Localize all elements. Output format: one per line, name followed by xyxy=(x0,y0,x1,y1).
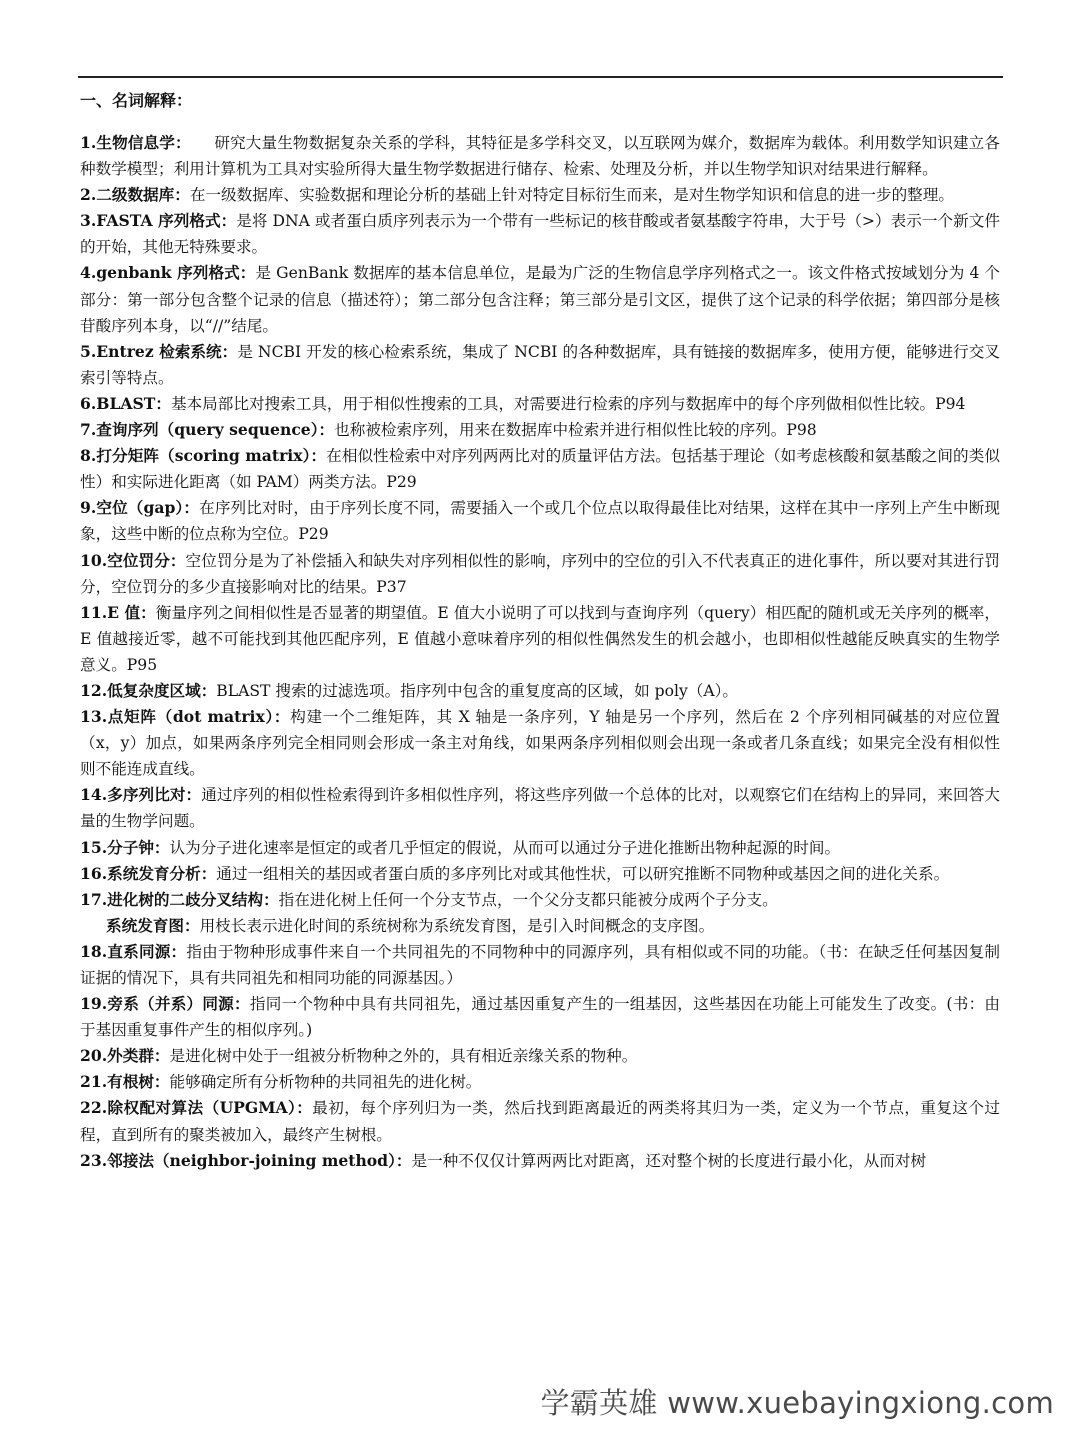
entry-term: 21.有根树： xyxy=(80,1072,170,1092)
glossary-entry xyxy=(80,495,1000,547)
entry-term: 8.打分矩阵（scoring matrix）： xyxy=(80,446,327,466)
glossary-entry xyxy=(80,339,1000,391)
entry-term: 5.Entrez 检索系统： xyxy=(80,341,238,361)
glossary-entry xyxy=(80,1148,1000,1174)
entry-definition: 指同一个物种中具有共同祖先，通过基因重复产生的一组基因，这些基因在功能上可能发生了改变。(书：由于基因重复事件产生的相似序列。) xyxy=(80,995,1000,1040)
entry-definition: 是一种不仅仅计算两两比对距离，还对整个树的长度进行最小化，从而对树 xyxy=(411,1151,927,1170)
glossary-entry xyxy=(80,1043,1000,1069)
entry-term: 22.除权配对算法（UPGMA）： xyxy=(80,1098,313,1118)
entry-definition: 认为分子进化速率是恒定的或者几乎恒定的假说，从而可以通过分子进化推断出物种起源的时间。 xyxy=(169,838,841,857)
entry-term: 系统发育图： xyxy=(106,915,200,935)
glossary-entry xyxy=(80,260,1000,338)
entry-definition: 也称被检索序列，用来在数据库中检索并进行相似性比较的序列。P98 xyxy=(334,421,817,440)
glossary-entry xyxy=(80,704,1000,782)
entry-definition: 通过序列的相似性检索得到许多相似性序列，将这些序列做一个总体的比对，以观察它们在结构上的异同，来回答大量的生物学问题。 xyxy=(80,786,1000,831)
section-heading: 一、名词解释： xyxy=(80,91,193,110)
entry-term: 23.邻接法（neighbor-joining method）： xyxy=(80,1150,412,1170)
entry-term: 6.BLAST： xyxy=(80,393,171,413)
glossary-entry xyxy=(80,391,1000,417)
watermark: 学霸英雄 www.xuebayingxiong.com xyxy=(540,1386,1054,1420)
glossary-list xyxy=(80,130,1000,1174)
entry-term: 20.外类群： xyxy=(80,1046,170,1066)
entry-definition: 在序列比对时，由于序列长度不同，需要插入一个或几个位点以取得最佳比对结果，这样在其中一序列上产生中断现象，这些中断的位点称为空位。P29 xyxy=(80,499,1000,544)
entry-term: 11.E 值： xyxy=(80,602,156,622)
glossary-entry xyxy=(80,417,1000,443)
entry-term: 10.空位罚分： xyxy=(80,550,186,570)
entry-definition: 通过一组相关的基因或者蛋白质的多序列比对或其他性状，可以研究推断不同物种或基因之间的进化关系。 xyxy=(216,864,950,883)
entry-definition: 是进化树中处于一组被分析物种之外的，具有相近亲缘关系的物种。 xyxy=(169,1047,638,1066)
entry-definition: 基本局部比对搜索工具，用于相似性搜索的工具，对需要进行检索的序列与数据库中的每个序列做相似性比较。P94 xyxy=(170,394,966,413)
entry-definition: 能够确定所有分析物种的共同祖先的进化树。 xyxy=(169,1073,482,1092)
top-rule xyxy=(78,76,1003,78)
glossary-entry xyxy=(80,208,1000,260)
entry-term: 9.空位（gap）： xyxy=(80,498,200,518)
entry-definition: BLAST 搜索的过滤选项。指序列中包含的重复度高的区域，如 poly（A）。 xyxy=(216,681,739,700)
entry-definition: 研究大量生物数据复杂关系的学科，其特征是多学科交叉，以互联网为媒介，数据库为载体。利用数学知识建立各种数学模型；利用计算机为工具对实验所得大量生物学数据进行储存、检索、处理及分析，并以生物学知识对结果进行解释。 xyxy=(80,134,1000,179)
glossary-entry xyxy=(80,1069,1000,1095)
entry-term: 15.分子钟： xyxy=(80,837,170,857)
entry-term: 12.低复杂度区域： xyxy=(80,680,217,700)
entry-definition: 是 NCBI 开发的核心检索系统，集成了 NCBI 的各种数据库，具有链接的数据库多，使用方便，能够进行交叉索引等特点。 xyxy=(80,342,1000,387)
glossary-entry xyxy=(80,600,1000,678)
glossary-entry xyxy=(80,548,1000,600)
glossary-entry xyxy=(80,130,1000,182)
glossary-entry xyxy=(80,678,1000,704)
entry-definition: 在相似性检索中对序列两两比对的质量评估方法。包括基于理论（如考虑核酸和氨基酸之间的类似性）和实际进化距离（如 PAM）两类方法。P29 xyxy=(80,447,1000,492)
glossary-entry xyxy=(80,182,1000,208)
entry-term: 18.直系同源： xyxy=(80,941,187,961)
glossary-entry xyxy=(80,887,1000,913)
entry-term: 19.旁系（并系）同源： xyxy=(80,994,250,1014)
entry-term: 2.二级数据库： xyxy=(80,185,190,205)
entry-term: 7.查询序列（query sequence）： xyxy=(80,420,335,440)
glossary-entry xyxy=(80,913,1000,939)
entry-definition: 是将 DNA 或者蛋白质序列表示为一个带有一些标记的核苷酸或者氨基酸字符串，大于号（>）表示一个新文件的开始，其他无特殊要求。 xyxy=(80,212,1001,257)
glossary-entry xyxy=(80,782,1000,834)
entry-definition: 指在进化树上任何一个分支节点，一个父分支都只能被分成两个子分支。 xyxy=(278,890,778,909)
glossary-entry xyxy=(80,991,1000,1043)
glossary-entry xyxy=(80,861,1000,887)
entry-term: 17.进化树的二歧分叉结构： xyxy=(80,889,279,909)
glossary-entry xyxy=(80,1095,1000,1147)
entry-definition: 在一级数据库、实验数据和理论分析的基础上针对特定目标衍生而来，是对生物学知识和信息的进一步的整理。 xyxy=(189,186,954,205)
glossary-entry xyxy=(80,443,1000,495)
entry-term: 16.系统发育分析： xyxy=(80,863,217,883)
glossary-entry xyxy=(80,835,1000,861)
glossary-entry xyxy=(80,939,1000,991)
entry-term: 1.生物信息学： xyxy=(80,133,183,152)
entry-definition: 构建一个二维矩阵，其 X 轴是一条序列，Y 轴是另一个序列，然后在 2 个序列相同碱基的对应位置（x，y）加点，如果两条序列完全相同则会形成一条主对角线，如果两条序列相似则会出现一条或者几条直线；如果完全没有相似性则不能连成直线。 xyxy=(80,708,1000,779)
entry-term: 3.FASTA 序列格式： xyxy=(80,211,237,231)
entry-definition: 是 GenBank 数据库的基本信息单位，是最为广泛的生物信息学序列格式之一。该文件格式按域划分为 4 个部分：第一部分包含整个记录的信息（描述符）；第二部分包含注释；第三部分是引文区，提供了这个记录的科学依据；第四部分是核苷酸序列本身，以“//”结尾。 xyxy=(80,264,1000,335)
entry-term: 4.genbank 序列格式： xyxy=(80,263,256,283)
entry-definition: 空位罚分是为了补偿插入和缺失对序列相似性的影响，序列中的空位的引入不代表真正的进化事件，所以要对其进行罚分，空位罚分的多少直接影响对比的结果。P37 xyxy=(80,551,1000,596)
entry-term: 14.多序列比对： xyxy=(80,785,202,805)
entry-term: 13.点矩阵（dot matrix）： xyxy=(80,707,291,727)
entry-definition: 衡量序列之间相似性是否显著的期望值。E 值大小说明了可以找到与查询序列（query）相匹配的随机或无关序列的概率，E 值越接近零，越不可能找到其他匹配序列，E 值越小意味着序列的相似性偶然发生的机会越小，也即相似性越能反映真实的生物学意义。P95 xyxy=(80,603,1000,674)
entry-definition: 指由于物种形成事件来自一个共同祖先的不同物种中的同源序列，具有相似或不同的功能。（书：在缺乏任何基因复制证据的情况下，具有共同祖先和相同功能的同源基因。） xyxy=(80,942,1000,987)
entry-definition: 最初，每个序列归为一类，然后找到距离最近的两类将其归为一类，定义为一个节点，重复这个过程，直到所有的聚类被加入，最终产生树根。 xyxy=(80,1099,1000,1144)
entry-definition: 用枝长表示进化时间的系统树称为系统发育图，是引入时间概念的支序图。 xyxy=(199,916,715,935)
